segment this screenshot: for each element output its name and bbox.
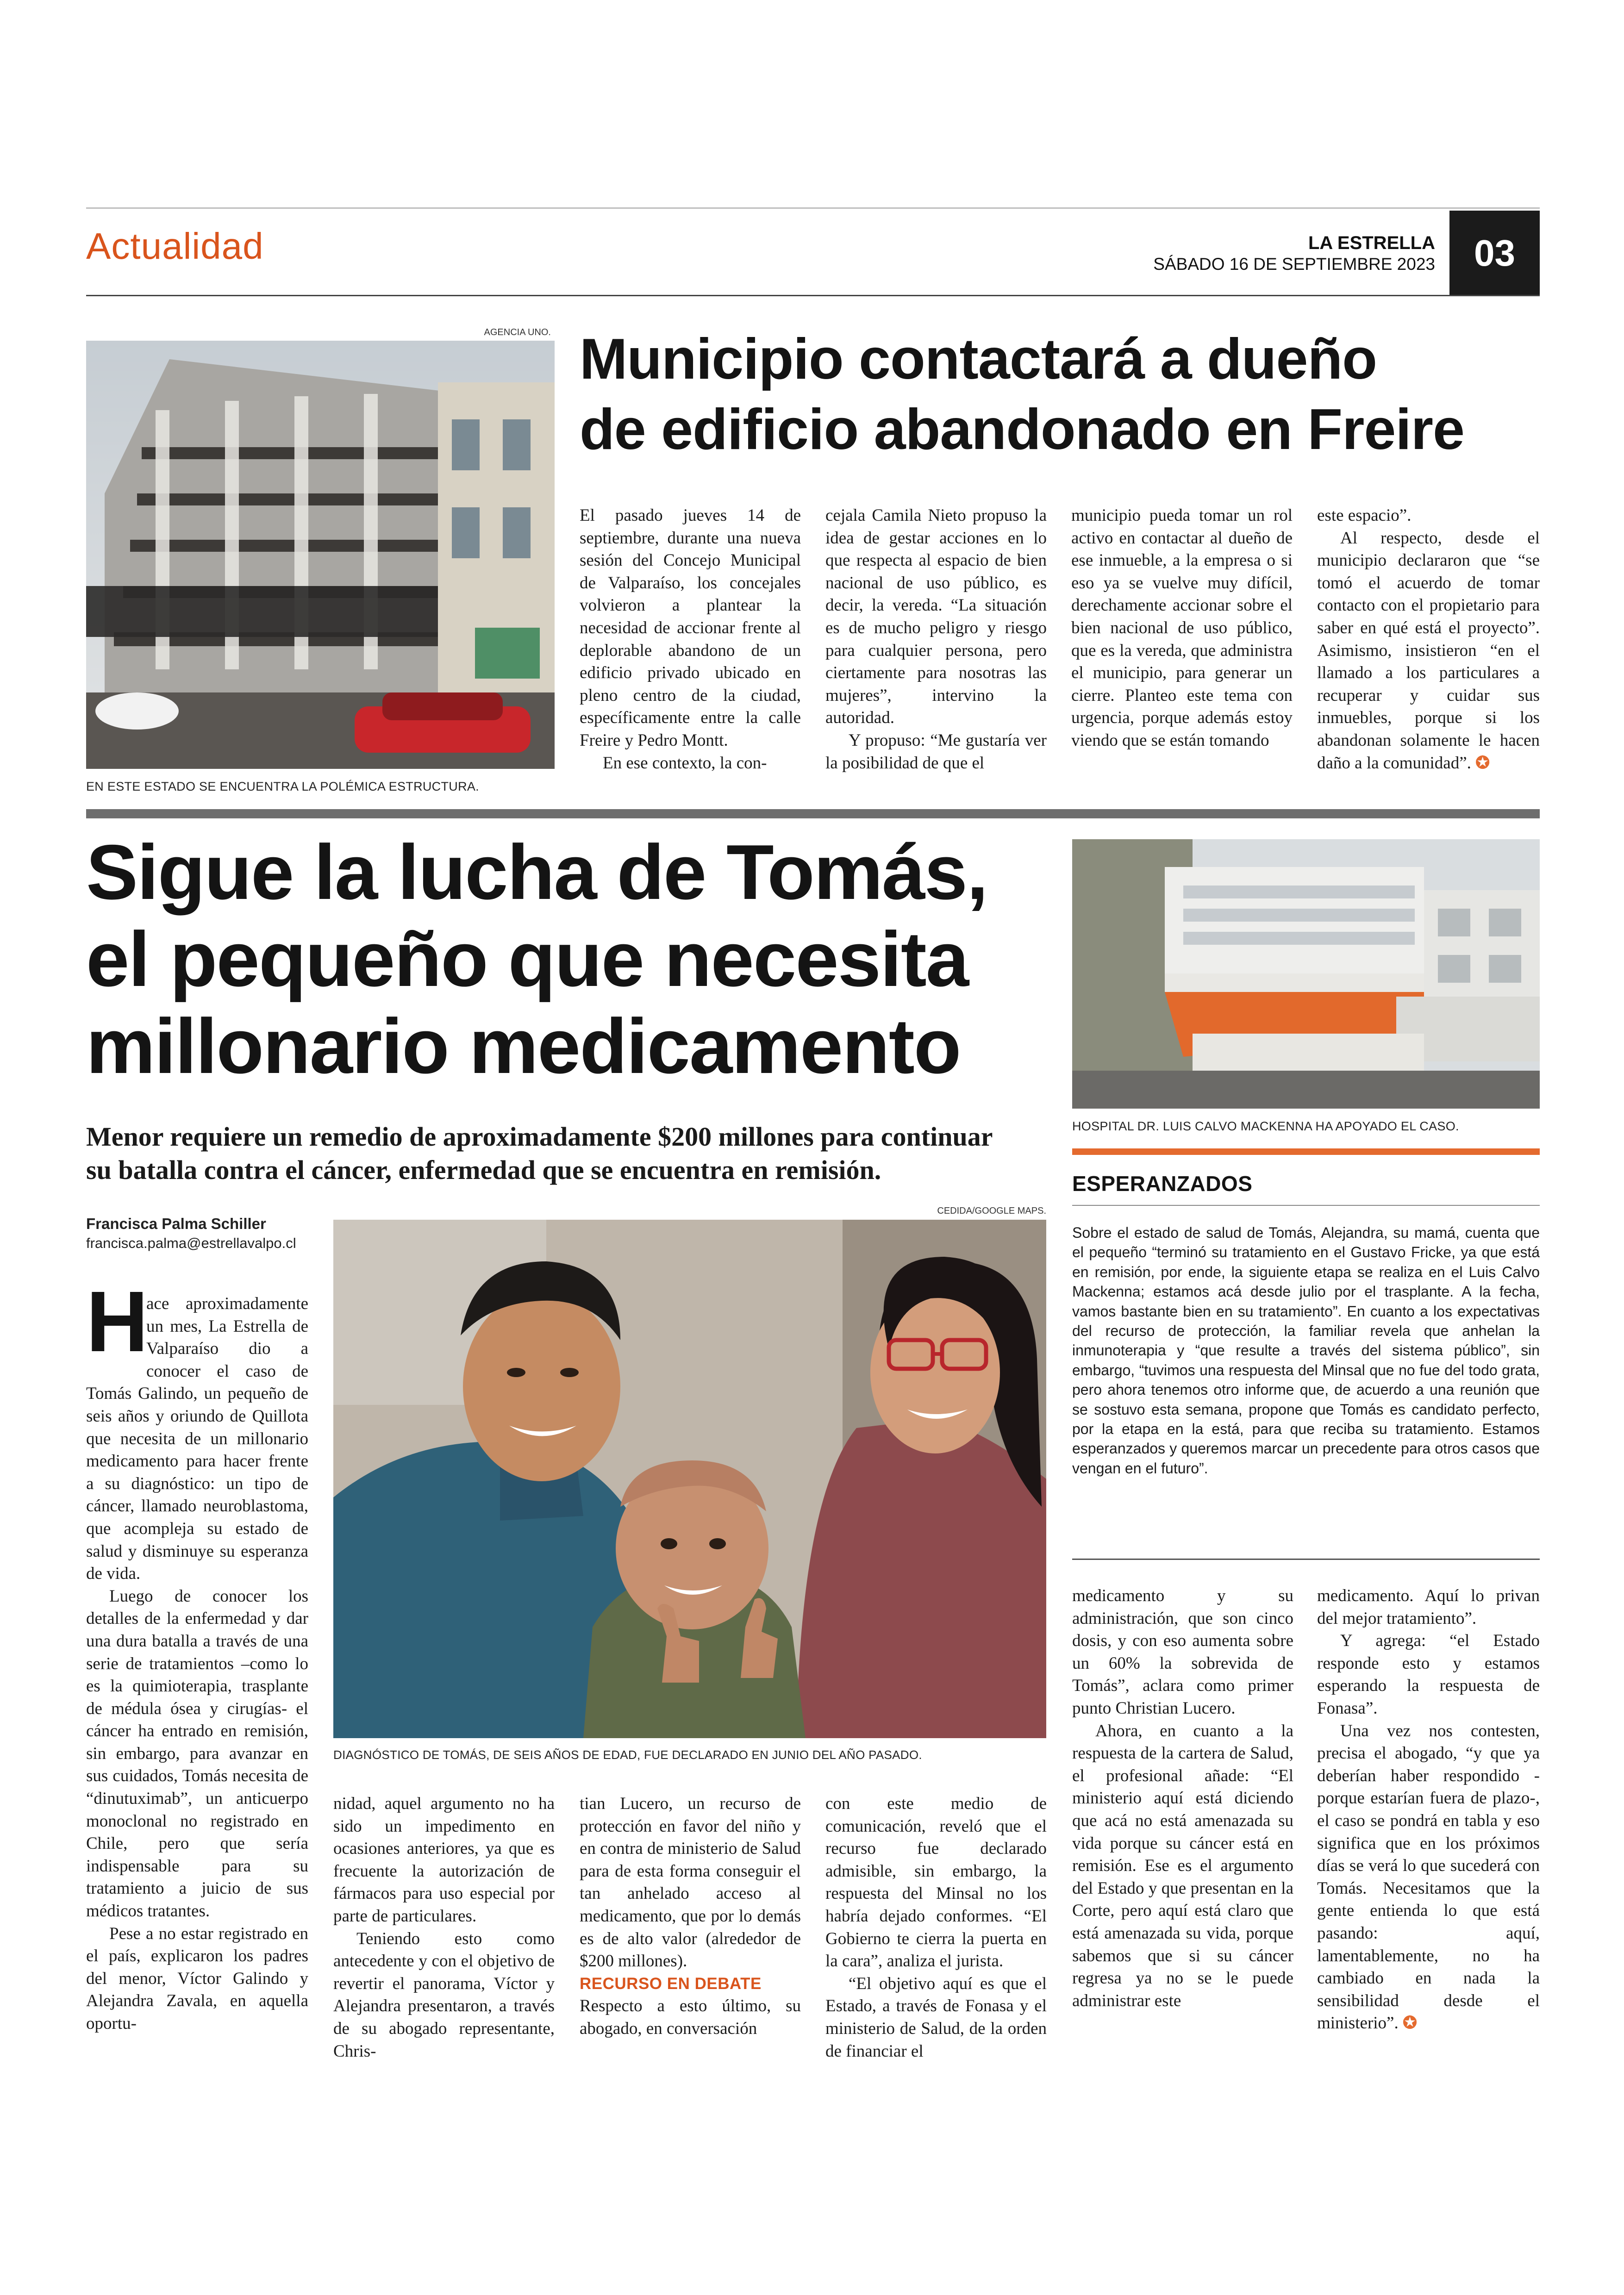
story1-col4-paragraph2 [1317, 527, 1540, 775]
sidebar-top-rule [1072, 1148, 1540, 1155]
issue-date: SÁBADO 16 DE SEPTIEMBRE 2023 [1153, 255, 1435, 274]
story1-col1-paragraph: El pasado jueves 14 de septiembre, durante una nueva sesión del Concejo Municipal de Valparaíso, los concejales volvieron a plantear la necesidad de accionar frente al deplorable abandono de un edificio privado ubicado en pleno centro de la ciudad, específicamente entre la calle Freire y Pedro Montt. [580, 506, 801, 750]
story2-headline [86, 829, 1049, 1090]
story2-col6-paragraph2: Y agrega: “el Estado responde esto y estamos esperando la respuesta de Fonasa”. [1317, 1631, 1540, 1718]
sidebar-title: ESPERANZADOS [1072, 1172, 1253, 1196]
story2-col1-lead-text: ace aproximadamente un mes, La Estrella de Valparaíso dio a conocer el caso de Tomás Galindo, un pequeño de seis años y oriundo de Quillota que necesita de un millonario medicamento para hacer frente a su diagnóstico: un tipo de cáncer, llamado neuroblastoma, que acompleja su estado de salud y disminuye su esperanza de vida. [86, 1294, 308, 1584]
story1-column-3 [1071, 505, 1293, 752]
story1-col2-paragraph2: Y propuso: “Me gustaría ver la posibilidad de que el [825, 730, 1047, 773]
story2-col5-paragraph1: medicamento y su administración, que son cinco dosis, y con eso aumenta sobre un 60% la sobrevida de Tomás”, aclara como primer punto Christian Lucero. [1072, 1586, 1293, 1718]
paper-name: LA ESTRELLA [1308, 233, 1435, 253]
story2-col1-paragraph3: Pese a no estar registrado en el país, explicaron los padres del menor, Víctor Galindo y Alejandra Zavala, en aquella oportu- [86, 1924, 308, 2033]
hospital-photo-caption: HOSPITAL DR. LUIS CALVO MACKENNA HA APOYADO EL CASO. [1072, 1119, 1459, 1133]
story1-col4-text: Al respecto, desde el municipio declararon que “se tomó el acuerdo de tomar contacto con el propietario para saber en qué está el proyecto”. Asimismo, insistieron “en el llamado a los particulares a recuperar y cuidar sus inmuebles, porque si los abandonan solamente le hacen daño a la comunidad”. [1317, 528, 1540, 773]
author-name: Francisca Palma Schiller [86, 1215, 266, 1232]
story2-col3-paragraph2: Respecto a esto último, su abogado, en conversación [580, 1996, 801, 2038]
hospital-photo [1072, 839, 1540, 1109]
story2-deck [86, 1120, 1058, 1187]
story1-column-2 [825, 505, 1047, 774]
sidebar-title-rule [1072, 1205, 1540, 1206]
end-mark-icon: ✪ [1475, 753, 1490, 773]
story2-col4-paragraph2: “El objetivo aquí es que el Estado, a través de Fonasa y el ministerio de Salud, de la orden de financiar el [825, 1974, 1047, 2061]
story1-headline [580, 324, 1464, 465]
story2-column-3 [580, 1793, 801, 2040]
story1-col1-paragraph2: En ese contexto, la con- [603, 753, 767, 773]
page-number: 03 [1449, 211, 1540, 295]
sidebar-text: Sobre el estado de salud de Tomás, Alejandra, su mamá, cuenta que el pequeño “terminó su tratamiento en el Gustavo Fricke, ya que está en remisión, por ende, la siguiente etapa se realiza en el Luis Calvo Mackenna; estamos acá desde julio por el trasplante. A la fecha, vamos bastante bien en su tratamiento”. En cuanto a los expectativas del recurso de protección, la familiar revela que anhelan la inmunoterapia y “que resulte a través del sistema público”, sin embargo, “tuvimos una respuesta del Minsal que no fue del todo grata, pero ahora tenemos otro informe que, de acuerdo a una reunión que se sostuvo esta semana, propone que Tomás es candidato perfecto, por la etapa en la está, para que reciba su tratamiento. Estamos esperanzados y queremos marcar un precedente para otros casos que vengan en el futuro”. [1072, 1224, 1540, 1477]
abandoned-building-photo [86, 341, 555, 769]
hospital-photo-illustration [1072, 839, 1540, 1109]
family-photo-illustration [333, 1220, 1046, 1738]
story2-headline-line2: el pequeño que necesita [86, 916, 968, 1003]
section-label: Actualidad [86, 225, 264, 267]
story1-col4-paragraph: este espacio”. [1317, 506, 1412, 525]
story2-column-2 [333, 1793, 555, 2063]
building-photo-illustration [86, 341, 555, 769]
author-email: francisca.palma@estrellavalpo.cl [86, 1235, 296, 1251]
story2-column-5 [1072, 1585, 1293, 2012]
end-mark-icon: ✪ [1402, 2014, 1417, 2033]
story2-photo-credit: CEDIDA/GOOGLE MAPS. [937, 1206, 1046, 1216]
story2-headline-line3: millonario medicamento [86, 1003, 961, 1090]
story1-col3-paragraph: municipio pueda tomar un rol activo en contactar al dueño de ese inmueble, a la empresa o si eso ya se vuelve muy difícil, derechamente accionar sobre el bien nacional de uso público, que es la vereda, que administra el municipio, para generar un cierre. Planteo este tema con urgencia, porque además estoy viendo que se están tomando [1071, 506, 1293, 750]
story2-column-1 [86, 1293, 308, 2035]
story2-col6-text: Una vez nos contesten, precisa el abogado, “y que ya deberían haber respondido -porque estarían fuera de plazo-, el caso se pondrá en tabla y eso significa que en los próximos días se verá lo que sucederá con Tomás. Necesitamos que la gente entienda lo que está pasando: aquí, lamentablemente, no ha cambiado en nada la sensibilidad desde el ministerio”. [1317, 1721, 1540, 2033]
story1-headline-line1: Municipio contactará a dueño [580, 327, 1377, 391]
story2-col6-paragraph1: medicamento. Aquí lo privan del mejor tratamiento”. [1317, 1586, 1540, 1628]
story2-col4-paragraph1: con este medio de comunicación, reveló que el recurso fue declarado admisible, sin embargo, la respuesta del Minsal no los habría dejado conformes. “El Gobierno te cierra la puerta en la cara”, analiza el jurista. [825, 1794, 1047, 1971]
sidebar-bottom-rule [1072, 1559, 1540, 1560]
story2-col5-paragraph2: Ahora, en cuanto a la respuesta de la cartera de Salud, el profesional añade: “El ministerio aquí está diciendo que acá no está amenazada su vida porque su cáncer está en remisión. Ese es el argumento del Estado y que presentan en la Corte, pero aquí está claro que está amenazada su vida, porque sabemos que si su cáncer regresa ya no se le puede administrar este [1072, 1721, 1293, 2010]
story2-col2-paragraph2: Teniendo esto como antecedente y con el objetivo de revertir el panorama, Víctor y Alejandra presentaron, a través de su abogado representante, Chris- [333, 1929, 555, 2061]
story2-col6-paragraph3 [1317, 1720, 1540, 2035]
header-bottom-rule [86, 295, 1540, 296]
story2-col3-subhead: RECURSO EN DEBATE [580, 1974, 762, 1993]
story2-col2-paragraph1: nidad, aquel argumento no ha sido un impedimento en ocasiones anteriores, ya que es frecuente la autorización de fármacos para uso especial por parte de particulares. [333, 1794, 555, 1926]
story2-deck-line1: Menor requiere un remedio de aproximadamente $200 millones para continuar [86, 1122, 993, 1152]
story2-photo-caption: DIAGNÓSTICO DE TOMÁS, DE SEIS AÑOS DE EDAD, FUE DECLARADO EN JUNIO DEL AÑO PASADO. [333, 1748, 922, 1762]
story2-deck-line2: su batalla contra el cáncer, enfermedad que se encuentra en remisión. [86, 1155, 881, 1185]
story1-column-1 [580, 505, 801, 774]
story2-col3-paragraph1: tian Lucero, un recurso de protección en favor del niño y en contra de ministerio de Salud para de esta forma conseguir el tan anhelado acceso al medicamento, que por lo demás es de alto valor (alrededor de $200 millones). [580, 1794, 801, 1971]
story-divider [86, 809, 1540, 818]
story2-col1-paragraph2: Luego de conocer los detalles de la enfermedad y dar una dura batalla a través de una serie de tratamientos –como lo es la quimioterapia, trasplante de médula ósea y cirugías- el cáncer ha entrado en remisión, sin embargo, para avanzar en sus cuidados, Tomás necesita de “dinutuximab”, un anticuerpo monoclonal no registrado en Chile, pero que sería indispensable para su tratamiento a juicio de sus médicos tratantes. [86, 1586, 308, 1921]
story1-column-4 [1317, 505, 1540, 774]
story2-col1-lead [86, 1293, 308, 1585]
story1-photo-caption: EN ESTE ESTADO SE ENCUENTRA LA POLÉMICA ESTRUCTURA. [86, 780, 479, 793]
story2-headline-line1: Sigue la lucha de Tomás, [86, 829, 987, 916]
story1-headline-line2: de edificio abandonado en Freire [580, 398, 1465, 461]
story1-photo-credit: AGENCIA UNO. [484, 327, 551, 337]
story2-column-4 [825, 1793, 1047, 2063]
family-photo [333, 1220, 1046, 1738]
story1-col2-paragraph: cejala Camila Nieto propuso la idea de gestar acciones en lo que respecta al espacio de bien nacional de uso público, es decir, la vereda. “La situación es de mucho peligro y riesgo para cualquier persona, pero ciertamente para nosotras las mujeres”, intervino la autoridad. [825, 506, 1047, 728]
dropcap: H [86, 1274, 149, 1370]
story2-column-6 [1317, 1585, 1540, 2035]
header-top-rule [86, 207, 1540, 209]
